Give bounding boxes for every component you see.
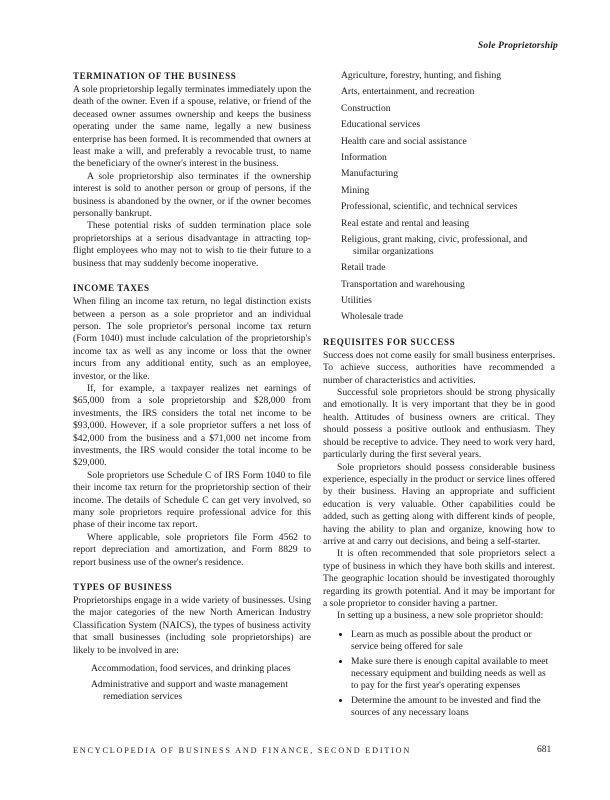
- section-heading-income-taxes: INCOME TAXES: [73, 283, 150, 294]
- list-item: Mining: [341, 184, 370, 196]
- list-item: Administrative and support and waste management remediation services: [91, 679, 288, 703]
- list-item: Arts, entertainment, and recreation: [341, 86, 475, 98]
- paragraph: A sole proprietorship legally terminates immediately upon the death of the owner. Even if a spouse, relative, or friend of the deceased owner assumes ownership and keeps the business operating under the same name, legally a new business enterprise has been formed. It is recommended that owners at least make a will, and preferably a revocable trust, to name the beneficiary of the owner's interest in the business.: [73, 84, 311, 170]
- paragraph: These potential risks of sudden termination place sole proprietorships at a serious disadvantage in attracting top-flight employees who may not to wish to tie their future to a business that may suddenly become inoperative.: [73, 220, 311, 269]
- right-column: [323, 70, 555, 722]
- list-item: Health care and social assistance: [341, 135, 467, 147]
- paragraph: It is often recommended that sole proprietors select a type of business in which they have both skills and interest. The geographic location should be investigated thoroughly regarding its growth potential. And it may be important for a sole proprietor to consider having a partner.: [323, 548, 555, 609]
- list-item: Professional, scientific, and technical services: [341, 201, 518, 213]
- business-category-list-continued: [323, 70, 555, 323]
- section-heading-termination: TERMINATION OF THE BUSINESS: [73, 71, 237, 81]
- paragraph: A sole proprietorship also terminates if the ownership interest is sold to another person or group of persons, if the business is abandoned by the owner, or if the owner becomes personally bankrupt.: [73, 170, 311, 220]
- list-item: Transportation and warehousing: [341, 278, 465, 290]
- paragraph: Sole proprietors use Schedule C of IRS Form 1040 to file their income tax return for the proprietorship section of their income. The details of Schedule C can get very involved, so many sole proprietors require professional advice for this phase of their income tax report.: [73, 469, 311, 531]
- list-item: Information: [341, 151, 387, 163]
- paragraph: If, for example, a taxpayer realizes net earnings of $65,000 from a sole proprietorship and $28,000 from investments, the IRS considers the total net income to be $93,000. However, if a sole proprietor suffers a net loss of $42,000 from the business and a $71,000 net income from investments, the IRS would consider the total income to be $29,000.: [73, 382, 311, 469]
- section-heading-types: TYPES OF BUSINESS: [73, 582, 173, 593]
- list-item: Wholesale trade: [341, 311, 404, 323]
- setup-bullet-list: [323, 629, 555, 719]
- list-item: Construction: [341, 102, 391, 114]
- section-heading-requisites: REQUISITES FOR SUCCESS: [323, 336, 456, 347]
- footer-publication: ENCYCLOPEDIA OF BUSINESS AND FINANCE, SECOND EDITION: [73, 746, 412, 755]
- paragraph: Proprietorships engage in a wide variety of businesses. Using the major categories of the new North American Industry Classification System (NAICS), the types of business activity that small businesses (including sole proprietorships) are likely to be involved in are:: [73, 595, 311, 656]
- business-category-list: [73, 663, 311, 703]
- list-item: Real estate and rental and leasing: [341, 217, 470, 229]
- running-head: Sole Proprietorship: [477, 41, 558, 51]
- paragraph: In setting up a business, a new sole proprietor should:: [337, 610, 544, 622]
- list-item: Religious, grant making, civic, professional, and similar organizations: [341, 233, 528, 257]
- page-number: 681: [537, 745, 552, 755]
- paragraph: Where applicable, sole proprietors file Form 4562 to report depreciation and amortization, and Form 8829 to report business use of the owner's residence.: [73, 531, 311, 568]
- list-item: Manufacturing: [341, 168, 399, 180]
- bullet-item: • Determine the amount to be invested and find the sources of any necessary loans: [351, 695, 555, 719]
- paragraph: When filing an income tax return, no legal distinction exists between a person as a sole proprietor and an individual person. The sole proprietor's personal income tax return (Form 1040) must include calculation of the proprietorship's income tax as well as any income or loss that the owner incurs from any additional entity, such as an employee, investor, or the like.: [73, 296, 311, 382]
- paragraph: Success does not come easily for small business enterprises. To achieve success, authorities have recommended a number of characteristics and activities.: [323, 349, 555, 386]
- paragraph: Sole proprietors should possess considerable business experience, especially in the product or service lines offered by their business. Having an appropriate and sufficient education is very valuable. Other capabilities could be added, such as getting along with different kinds of people, having the ability to plan and organize, knowing how to arrive at and carry out decisions, and being a self-starter.: [323, 461, 555, 547]
- list-item: Agriculture, forestry, hunting, and fishing: [341, 70, 502, 81]
- left-column: [73, 70, 311, 708]
- list-item: Accommodation, food services, and drinking places: [91, 663, 291, 675]
- paragraph: Successful sole proprietors should be strong physically and emotionally. It is very important that they be in good health. Attitudes of business owners are critical. They should possess a positive outlook and enthusiasm. They should be receptive to advice. They need to work very hard, particularly during the first several years.: [323, 387, 555, 461]
- bullet-item: • Learn as much as possible about the product or service being offered for sale: [351, 629, 555, 653]
- list-item: Educational services: [341, 119, 421, 131]
- list-item: Retail trade: [341, 262, 386, 274]
- bullet-item: • Make sure there is enough capital available to meet necessary equipment and building needs as well as to pay for the first year's operating expenses: [351, 656, 555, 692]
- list-item: Utilities: [341, 295, 372, 307]
